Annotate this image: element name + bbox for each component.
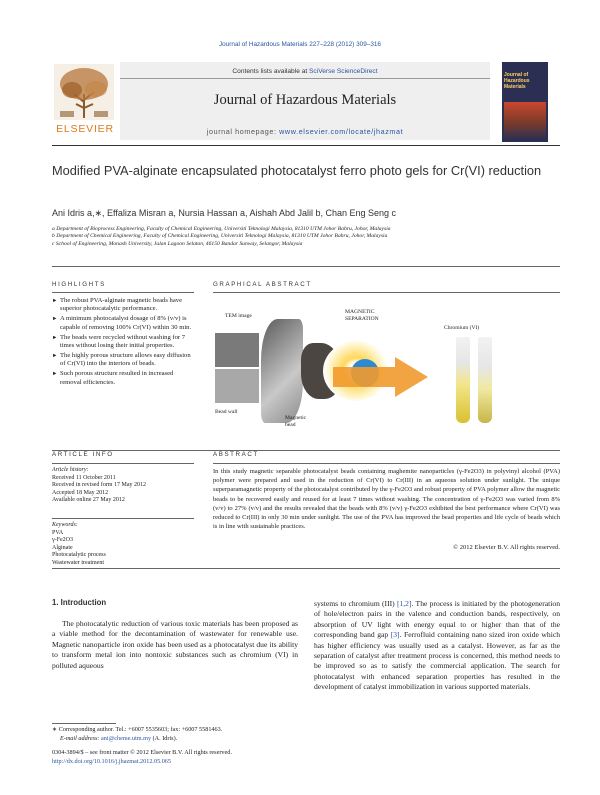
reference-link[interactable]: [1,2] <box>396 599 412 608</box>
bead-image <box>261 319 303 423</box>
magnetic-bead-label: Magnetic bead <box>285 415 307 429</box>
article-info-heading: ARTICLE INFO <box>52 451 114 458</box>
intro-paragraph-col2: systems to chromium (III) [1,2]. The process is initiated by the photogeneration of hole/electron pairs in the valence and conduction bands, respectively, on absorption of UV light with energy equal to or higher than that of the corresponding band gap [3]. Ferrofluid containing nano sized iron oxide which has higher efficiency was usually used as a catalyst. However, as far as the separation of catalyst after treatment process is concerned, this method needs to be improved so as to satisfy the commercial application. The search for photocatalyst with enhanced separation properties has resulted in the development of catalyst immobilization in various supported materials. <box>314 599 560 692</box>
highlight-item: ► The beads were recycled without washing for 7 times without losing their initial properties. <box>52 334 194 351</box>
tem-label: TEM image <box>225 313 252 319</box>
intro-paragraph-col1: The photocatalytic reduction of various toxic materials has been proposed as a viable method for the decontamination of wastewater for renewable use. Magnetic nanoparticle iron oxide has been used as a photocatalyst due its ability to transform metal ion into nontoxic substances such as chromium (VI) in polluted aqueous <box>52 619 298 670</box>
sciencedirect-link[interactable]: SciVerse ScienceDirect <box>309 68 378 75</box>
reference-link[interactable]: [3] <box>390 630 400 640</box>
doi-link[interactable]: http://dx.doi.org/10.1016/j.jhazmat.2012.05.065 <box>52 758 171 765</box>
cover-title: Journal of Hazardous Materials <box>504 72 530 90</box>
bead-wall-label: Bead wall <box>215 409 238 415</box>
history-label: Article history: <box>52 467 89 473</box>
article-history <box>52 467 194 505</box>
history-entry: Available online 27 May 2012 <box>52 497 125 504</box>
keywords <box>52 522 194 568</box>
vial-after <box>478 337 492 423</box>
highlight-item: ► A minimum photocatalyst dosage of 8% (v/v) is capable of removing 100% Cr(VI) within 30 min. <box>52 315 194 332</box>
graphical-abstract-figure <box>213 305 428 432</box>
sem-image <box>215 369 259 403</box>
vial-before <box>456 337 470 423</box>
keyword: Alginate <box>52 544 73 551</box>
affiliation-b: b Department of Chemical Engineering, Faculty of Chemical Engineering, Universiti Teknologi Malaysia, 81310 UTM Johor Bahru, Johor, Malaysia <box>52 233 388 240</box>
highlight-item: ► The robust PVA-alginate magnetic beads have superior photocatalytic performance. <box>52 297 194 314</box>
abstract-heading: ABSTRACT <box>213 451 259 458</box>
abstract-text: In this study magnetic separable photocatalyst beads containing maghemite nanoparticles (γ-Fe2O3) in polyvinyl alcohol (PVA) polymer were prepared and used in the reduction of Cr(VI) to Cr(III) in an aqueous solution under sunlight. The unique superparamagnetic property of the photocatalyst contributed by the γ-Fe2O3 and robust property of PVA polymer allow the magnetic beads to be recovered easily and reused for at least 7 times without washing. The concentration of γ-Fe2O3 was varied from 8% (v/v) to 27% (v/v) and the results revealed that the beads with 8% (v/v) γ-Fe2O3 exhibited the best performance where Cr(VI) was reduced to Cr(III) in only 30 min under sunlight. The use of the PVA has improved the bead properties and life cycle of beads which is in line with sustainable practices. <box>213 468 560 531</box>
email-link[interactable]: ani@cheme.utm.my <box>101 735 152 742</box>
journal-banner <box>52 62 530 142</box>
journal-citation[interactable]: Journal of Hazardous Materials 227–228 (2012) 309–316 <box>218 41 381 48</box>
author-list: Ani Idris a,∗, Effaliza Misran a, Nursia Hassan a, Aishah Abd Jalil b, Chan Eng Seng c <box>52 208 397 218</box>
homepage-link[interactable]: www.elsevier.com/locate/jhazmat <box>279 127 404 136</box>
journal-homepage: journal homepage: www.elsevier.com/locate/jhazmat <box>206 127 404 136</box>
graphical-abstract-heading: GRAPHICAL ABSTRACT <box>213 281 312 288</box>
history-entry: Received 11 October 2011 <box>52 474 116 481</box>
elsevier-wordmark: ELSEVIER <box>56 123 114 135</box>
email-note: E-mail address: ani@cheme.utm.my (A. Idris). <box>60 735 178 742</box>
elsevier-tree-logo <box>54 64 114 120</box>
journal-name: Journal of Hazardous Materials <box>213 92 397 108</box>
tem-image <box>215 333 259 367</box>
article-title: Modified PVA-alginate encapsulated photocatalyst ferro photo gels for Cr(VI) reduction <box>52 163 542 178</box>
journal-cover <box>502 62 548 142</box>
contents-line: Contents lists available at SciVerse ScienceDirect <box>232 68 378 75</box>
keyword: Wastewater treatment <box>52 559 104 566</box>
affiliations <box>52 226 562 248</box>
history-entry: Received in revised form 17 May 2012 <box>52 482 146 489</box>
reduction-arrow-icon <box>333 357 428 397</box>
highlights-list <box>52 297 194 389</box>
keyword: γ-Fe2O3 <box>52 537 73 544</box>
highlights-heading: HIGHLIGHTS <box>52 281 106 288</box>
history-entry: Accepted 18 May 2012 <box>52 489 109 496</box>
issn-line: 0304-3894/$ – see front matter © 2012 Elsevier B.V. All rights reserved. <box>52 749 232 756</box>
highlight-item: ► Such porous structure resulted in increased removal efficiencies. <box>52 370 194 387</box>
affiliation-a: a Department of Bioprocess Engineering, Faculty of Chemical Engineering, Universiti Teknologi Malaysia, 81310 UTM Johor Bahru, Johor, Malaysia <box>52 226 391 232</box>
magnetic-separation-label: MAGNETIC SEPARATION <box>345 309 379 323</box>
keyword: Photocatalytic process <box>52 552 106 559</box>
keywords-label: Keywords: <box>52 522 78 528</box>
highlight-item: ► The highly porous structure allows easy diffusion of Cr(VI) into the interiors of beads. <box>52 352 194 369</box>
section-heading-introduction: 1. Introduction <box>52 598 107 607</box>
copyright: © 2012 Elsevier B.V. All rights reserved. <box>453 544 560 551</box>
chromium-label: Chromium (VI) <box>444 325 480 331</box>
keyword: PVA <box>52 529 64 536</box>
corresponding-author-note: ∗ Corresponding author. Tel.: +6007 5535603; fax: +6007 5581463. <box>52 726 223 733</box>
affiliation-c: c School of Engineering, Monash University, Jalan Lagoon Selatan, 46150 Bandar Sunway, Selangor, Malaysia <box>52 240 303 247</box>
